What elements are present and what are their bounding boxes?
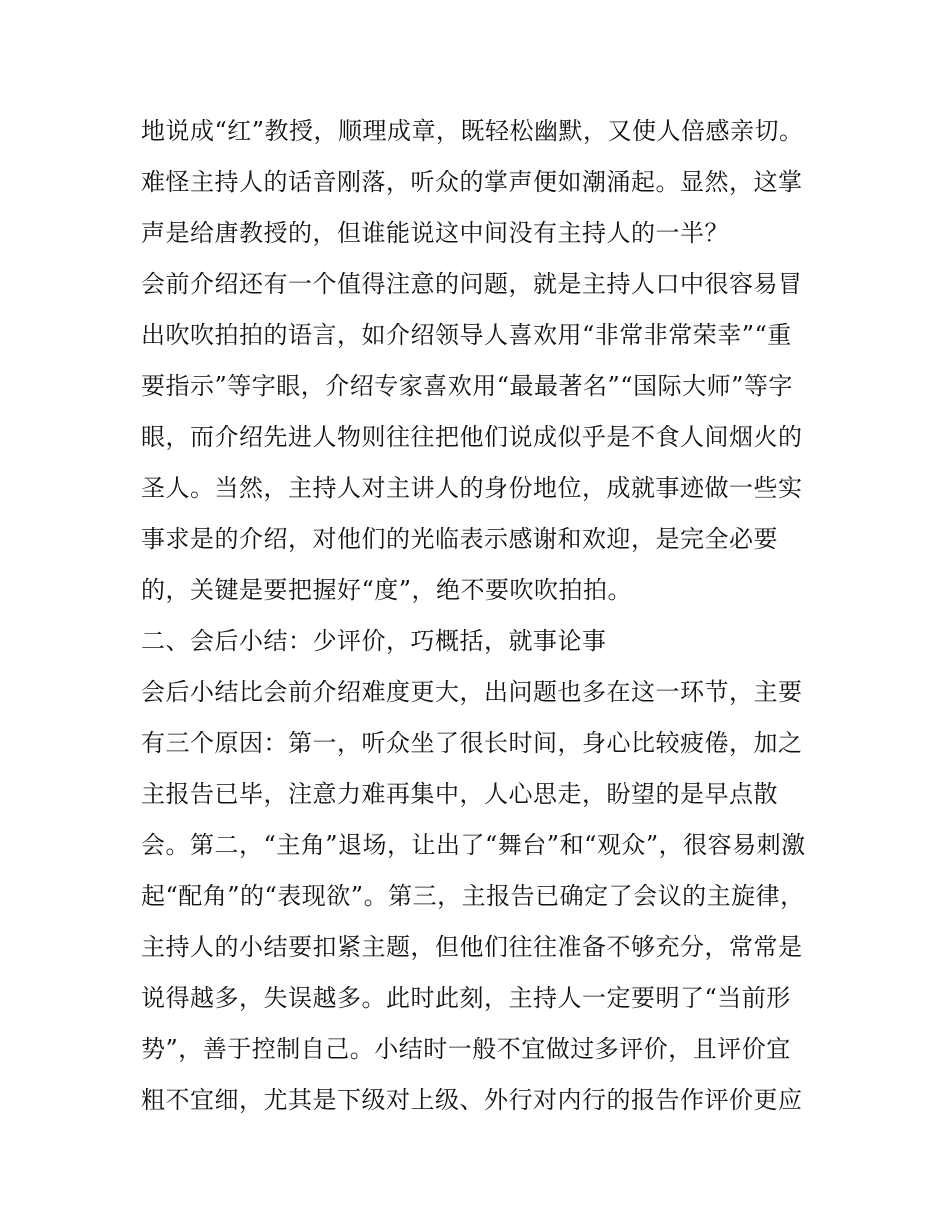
- text-line: 事求是的介绍，对他们的光临表示感谢和欢迎，是完全必要: [141, 525, 778, 553]
- text-line: 声是给唐教授的，但谁能说这中间没有主持人的一半？: [141, 219, 729, 247]
- text-line: 会后小结比会前介绍难度更大，出问题也多在这一环节，主要: [141, 678, 803, 706]
- text-line: 会。第二，“主角”退场，让出了“舞台”和“观众”，很容易刺激: [141, 831, 806, 859]
- body-text: [141, 106, 821, 1126]
- text-line: 主持人的小结要扣紧主题，但他们往往准备不够充分，常常是: [141, 933, 803, 961]
- text-line: 要指示”等字眼，介绍专家喜欢用“最最著名”“国际大师”等字: [141, 372, 793, 400]
- text-line: 眼，而介绍先进人物则往往把他们说成似乎是不食人间烟火的: [141, 423, 803, 451]
- text-line: 的，关键是要把握好“度”，绝不要吹吹拍拍。: [141, 576, 633, 604]
- section-heading: 二、会后小结：少评价，巧概括，就事论事: [141, 627, 607, 655]
- text-line: 会前介绍还有一个值得注意的问题，就是主持人口中很容易冒: [141, 270, 803, 298]
- text-line: 说得越多，失误越多。此时此刻，主持人一定要明了“当前形: [141, 984, 791, 1012]
- text-line: 圣人。当然，主持人对主讲人的身份地位，成就事迹做一些实: [141, 474, 803, 502]
- text-line: 有三个原因：第一，听众坐了很长时间，身心比较疲倦，加之: [141, 729, 803, 757]
- text-line: 起“配角”的“表现欲”。第三，主报告已确定了会议的主旋律，: [141, 882, 805, 910]
- text-line: 出吹吹拍拍的语言，如介绍领导人喜欢用“非常非常荣幸”“重: [141, 321, 792, 349]
- text-line: 粗不宜细，尤其是下级对上级、外行对内行的报告作评价更应: [141, 1086, 803, 1114]
- text-line: 难怪主持人的话音刚落，听众的掌声便如潮涌起。显然，这掌: [141, 168, 803, 196]
- text-line: 主报告已毕，注意力难再集中，人心思走，盼望的是早点散: [141, 780, 778, 808]
- text-line: 地说成“红”教授，顺理成章，既轻松幽默，又使人倍感亲切。: [141, 117, 804, 145]
- text-line: 势”，善于控制自己。小结时一般不宜做过多评价，且评价宜: [141, 1035, 791, 1063]
